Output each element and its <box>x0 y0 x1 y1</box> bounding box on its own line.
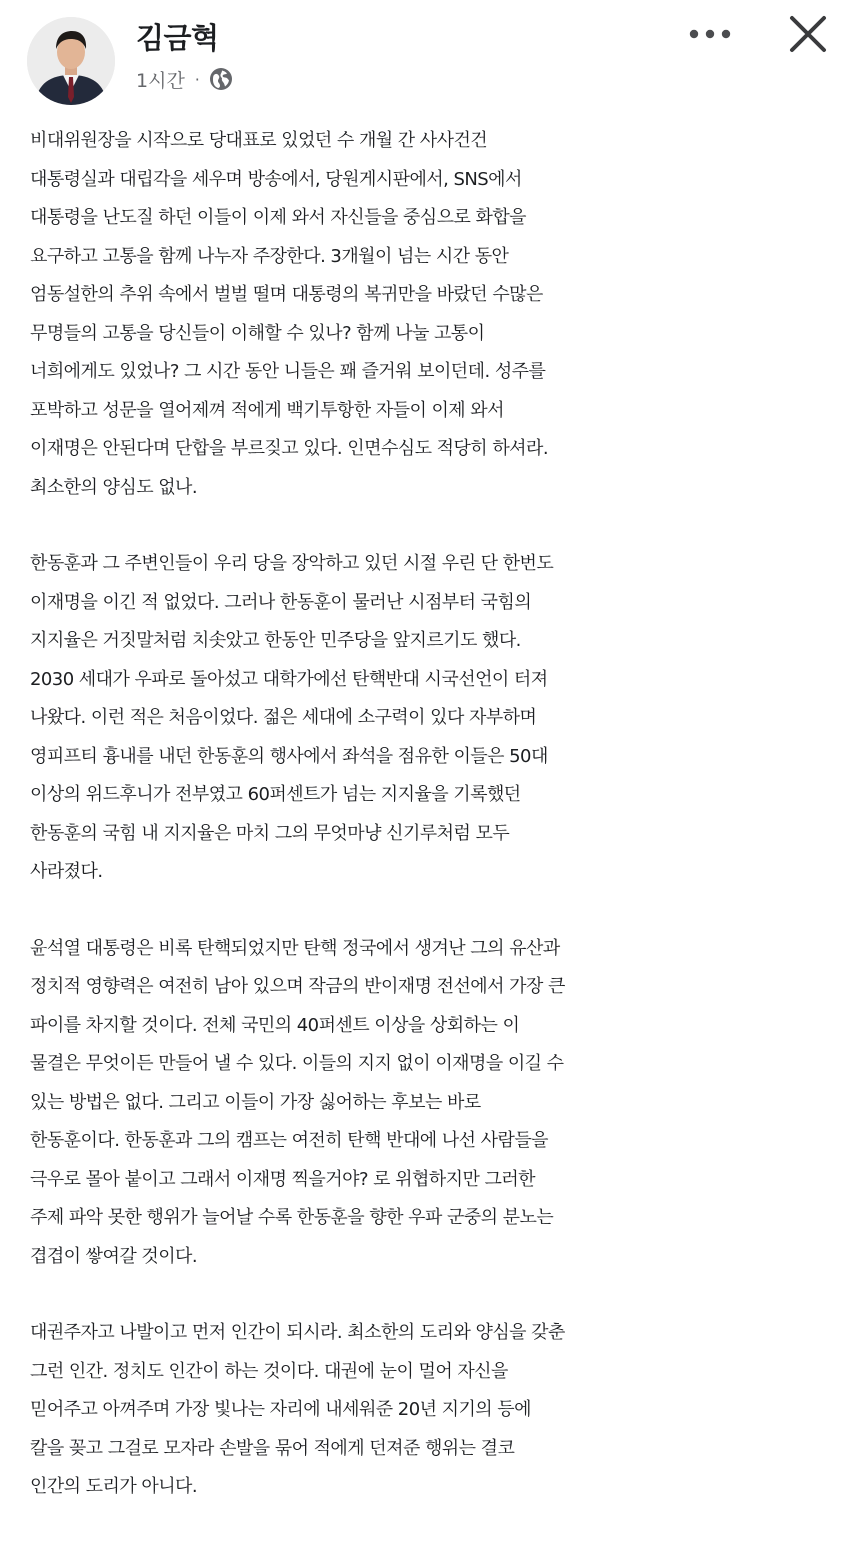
post-text-line: 있는 방법은 없다. 그리고 이들이 가장 싫어하는 후보는 바로 <box>30 1091 481 1113</box>
close-icon <box>788 14 828 54</box>
post-text-line: 최소한의 양심도 없나. <box>30 476 198 498</box>
close-button[interactable] <box>780 8 836 60</box>
post-text-line: 대통령을 난도질 하던 이들이 이제 와서 자신들을 중심으로 화합을 <box>30 207 526 228</box>
post-text-line: 주제 파악 못한 행위가 늘어날 수록 한동훈을 향한 우파 군중의 분노는 <box>30 1207 554 1228</box>
post-text-line: 2030 세대가 우파로 돌아섰고 대학가에선 탄핵반대 시국선언이 터져 <box>30 668 548 690</box>
avatar[interactable] <box>27 17 115 105</box>
post-text-line: 비대위원장을 시작으로 당대표로 있었던 수 개월 간 사사건건 <box>30 130 488 151</box>
post-text-line: 대권주자고 나발이고 먼저 인간이 되시라. 최소한의 도리와 양심을 갖춘 <box>30 1322 565 1343</box>
post-text-line: 칼을 꽂고 그걸로 모자라 손발을 묶어 적에게 던져준 행위는 결코 <box>30 1437 515 1459</box>
post-text-line: 포박하고 성문을 열어제껴 적에게 백기투항한 자들이 이제 와서 <box>30 399 504 421</box>
separator-dot: · <box>194 69 200 89</box>
post-header <box>0 0 850 110</box>
post-text-line: 믿어주고 아껴주며 가장 빛나는 자리에 내세워준 20년 지기의 등에 <box>30 1399 531 1420</box>
post-text-line: 지지율은 거짓말처럼 치솟았고 한동안 민주당을 앞지르기도 했다. <box>30 630 521 651</box>
post-text-line: 파이를 차지할 것이다. 전체 국민의 40퍼센트 이상을 상회하는 이 <box>30 1014 520 1036</box>
post-text-line: 한동훈이다. 한동훈과 그의 캠프는 여전히 탄핵 반대에 나선 사람들을 <box>30 1130 549 1151</box>
author-name[interactable]: 김금혁 <box>136 21 219 55</box>
post-text-line: 그런 인간. 정치도 인간이 하는 것이다. 대권에 눈이 멀어 자신을 <box>30 1360 508 1382</box>
post-text-line: 사라졌다. <box>30 861 103 882</box>
post-meta <box>136 64 233 94</box>
post-text-line: 엄동설한의 추위 속에서 벌벌 떨며 대통령의 복귀만을 바랐던 수많은 <box>30 284 543 305</box>
post-text-line: 인간의 도리가 아니다. <box>30 1476 198 1497</box>
post-text-line: 극우로 몰아 붙이고 그래서 이재명 찍을거야? 로 위협하지만 그러한 <box>30 1168 536 1190</box>
post-text-line: 한동훈의 국힘 내 지지율은 마치 그의 무엇마냥 신기루처럼 모두 <box>30 822 510 844</box>
post-text-line: 나왔다. 이런 적은 처음이었다. 젊은 세대에 소구력이 있다 자부하며 <box>30 707 537 728</box>
post-text-line: 요구하고 고통을 함께 나누자 주장한다. 3개월이 넘는 시간 동안 <box>30 245 509 267</box>
post-text-line: 무명들의 고통을 당신들이 이해할 수 있나? 함께 나눌 고통이 <box>30 322 485 344</box>
post-text-line: 이재명은 안된다며 단합을 부르짖고 있다. 인면수심도 적당히 하셔라. <box>30 438 549 459</box>
avatar-image <box>27 17 115 105</box>
post-paragraph <box>30 1314 830 1507</box>
post-time[interactable]: 1시간 <box>136 69 185 92</box>
post-text-line: 이재명을 이긴 적 없었다. 그러나 한동훈이 물러난 시점부터 국힘의 <box>30 591 532 613</box>
post-paragraph <box>30 930 830 1277</box>
globe-icon <box>209 67 233 91</box>
more-dots-icon <box>688 28 732 40</box>
post-text-line: 한동훈과 그 주변인들이 우리 당을 장악하고 있던 시절 우린 단 한번도 <box>30 553 554 574</box>
post-paragraph <box>30 122 830 507</box>
more-options-button[interactable] <box>682 14 738 54</box>
post-text-line: 대통령실과 대립각을 세우며 방송에서, 당원게시판에서, SNS에서 <box>30 168 522 190</box>
post-text-line: 이상의 위드후니가 전부였고 60퍼센트가 넘는 지지율을 기록했던 <box>30 784 521 805</box>
post-text-line: 너희에게도 있었나? 그 시간 동안 니들은 꽤 즐거워 보이던데. 성주를 <box>30 361 546 382</box>
post-text-line: 물결은 무엇이든 만들어 낼 수 있다. 이들의 지지 없이 이재명을 이길 수 <box>30 1053 564 1074</box>
post-text-line: 영피프티 흉내를 내던 한동훈의 행사에서 좌석을 점유한 이들은 50대 <box>30 745 548 767</box>
post-text-line: 윤석열 대통령은 비록 탄핵되었지만 탄핵 정국에서 생겨난 그의 유산과 <box>30 937 560 959</box>
post-paragraph <box>30 545 830 892</box>
post-text-line: 정치적 영향력은 여전히 남아 있으며 작금의 반이재명 전선에서 가장 큰 <box>30 976 565 997</box>
post-body <box>30 122 830 1545</box>
post-text-line: 겹겹이 쌓여갈 것이다. <box>30 1245 198 1267</box>
